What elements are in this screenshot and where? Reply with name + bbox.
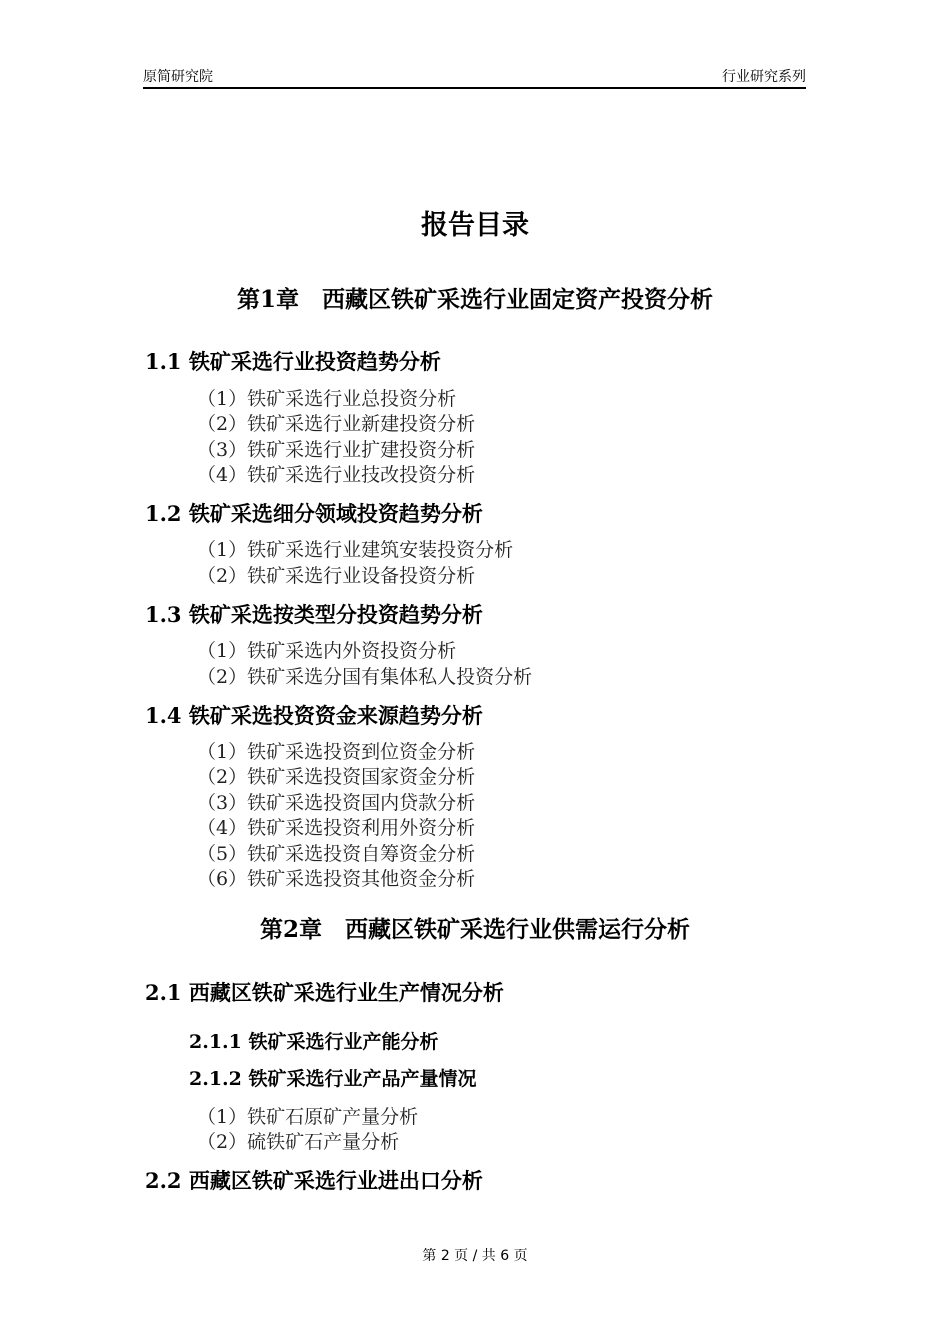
page-number: 第 2 页 / 共 6 页 bbox=[422, 1248, 528, 1264]
toc-item: （4）铁矿采选行业技改投资分析 bbox=[197, 464, 476, 486]
chapter-heading: 第1章 西藏区铁矿采选行业固定资产投资分析 bbox=[236, 286, 713, 313]
section-heading: 2.1 西藏区铁矿采选行业生产情况分析 bbox=[145, 980, 504, 1005]
header-divider bbox=[143, 87, 806, 89]
section-heading: 1.2 铁矿采选细分领域投资趋势分析 bbox=[145, 501, 483, 526]
section-heading: 1.1 铁矿采选行业投资趋势分析 bbox=[145, 349, 441, 374]
header-left: 原简研究院 bbox=[143, 69, 213, 85]
toc-item: （2）铁矿采选行业新建投资分析 bbox=[197, 413, 476, 435]
toc-item: （6）铁矿采选投资其他资金分析 bbox=[197, 868, 476, 890]
page-title: 报告目录 bbox=[421, 210, 529, 241]
subsection-heading: 2.1.1 铁矿采选行业产能分析 bbox=[189, 1031, 439, 1053]
toc-item: （2）铁矿采选行业设备投资分析 bbox=[197, 565, 476, 587]
toc-item: （1）铁矿采选内外资投资分析 bbox=[197, 640, 457, 662]
toc-item: （1）铁矿石原矿产量分析 bbox=[197, 1106, 419, 1128]
subsection-heading: 2.1.2 铁矿采选行业产品产量情况 bbox=[189, 1068, 477, 1090]
toc-item: （2）硫铁矿石产量分析 bbox=[197, 1131, 400, 1153]
toc-item: （3）铁矿采选行业扩建投资分析 bbox=[197, 439, 476, 461]
toc-item: （4）铁矿采选投资利用外资分析 bbox=[197, 817, 476, 839]
toc-item: （3）铁矿采选投资国内贷款分析 bbox=[197, 792, 476, 814]
section-heading: 2.2 西藏区铁矿采选行业进出口分析 bbox=[145, 1168, 483, 1193]
section-heading: 1.3 铁矿采选按类型分投资趋势分析 bbox=[145, 602, 483, 627]
toc-item: （1）铁矿采选行业建筑安装投资分析 bbox=[197, 539, 514, 561]
toc-item: （1）铁矿采选投资到位资金分析 bbox=[197, 741, 476, 763]
chapter-heading: 第2章 西藏区铁矿采选行业供需运行分析 bbox=[259, 916, 690, 943]
toc-item: （1）铁矿采选行业总投资分析 bbox=[197, 388, 457, 410]
toc-item: （5）铁矿采选投资自筹资金分析 bbox=[197, 843, 476, 865]
header-right: 行业研究系列 bbox=[722, 69, 806, 85]
toc-item: （2）铁矿采选分国有集体私人投资分析 bbox=[197, 666, 533, 688]
toc-item: （2）铁矿采选投资国家资金分析 bbox=[197, 766, 476, 788]
section-heading: 1.4 铁矿采选投资资金来源趋势分析 bbox=[145, 703, 483, 728]
